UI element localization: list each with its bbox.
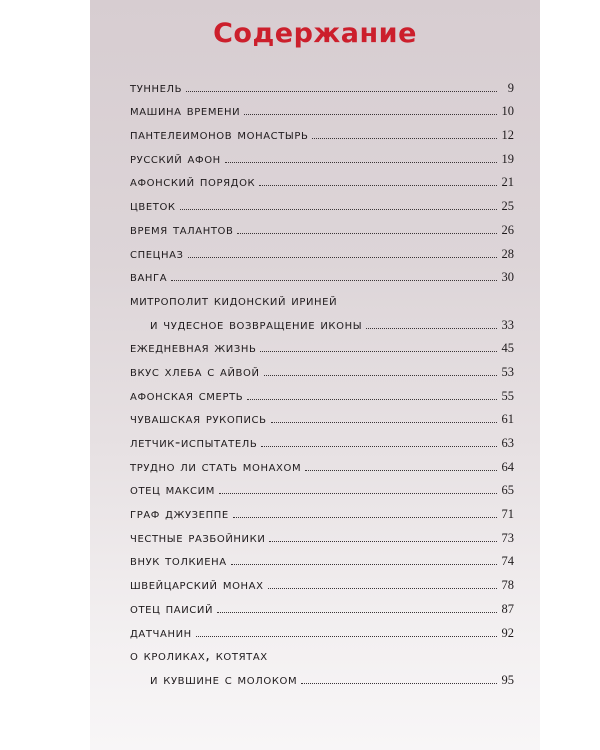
toc-page-number: 45 [501, 341, 514, 356]
toc-entry [130, 238, 514, 262]
toc-entry-continuation [130, 309, 514, 333]
toc-entry-title: летчик-испытатель [130, 435, 258, 451]
toc-page-number: 65 [501, 483, 514, 498]
toc-entry-title: машина времени [130, 103, 241, 120]
dot-leader [237, 233, 497, 234]
toc-page-number: 33 [501, 317, 514, 332]
dot-leader [269, 541, 497, 542]
toc-entry-title: спецназ [130, 245, 184, 262]
dot-leader [244, 114, 497, 115]
toc-entry [130, 593, 514, 617]
toc-entry-title: швейцарский монах [130, 577, 264, 594]
toc-entry-title: отец максим [130, 482, 215, 499]
dot-leader [231, 564, 497, 565]
toc-entry-title: туннель [130, 79, 183, 96]
dot-leader [366, 328, 497, 329]
toc-entry-title: чувашская рукопись [130, 411, 267, 428]
toc-entry-title: афонский порядок [130, 174, 256, 191]
toc-entry-title: вкус хлеба с айвой [130, 363, 260, 380]
dot-leader [225, 162, 497, 163]
page-title: Содержание [213, 18, 417, 49]
toc-page-number: 87 [501, 601, 514, 616]
toc-page-number: 78 [501, 578, 514, 593]
toc-entry-title: отец паисий [130, 600, 214, 617]
dot-leader [312, 138, 497, 139]
dot-leader [261, 446, 497, 447]
toc-page-number: 61 [501, 412, 514, 427]
book-page [90, 0, 540, 750]
toc-page-number: 55 [501, 388, 514, 403]
toc-entry-continuation [130, 664, 514, 688]
dot-leader [247, 399, 497, 400]
toc-entry [130, 262, 514, 286]
toc-entry-title: трудно ли стать монахом [130, 458, 302, 475]
toc-page-number: 25 [501, 199, 514, 214]
dot-leader [260, 351, 497, 352]
toc-entry-title: афонская смерть [130, 387, 244, 404]
toc-entry [130, 380, 514, 404]
toc-entry [130, 143, 514, 167]
toc-entry [130, 190, 514, 214]
toc-page-number: 26 [501, 222, 514, 237]
toc-entry [130, 356, 514, 380]
toc-page-number: 92 [501, 625, 514, 640]
toc-entry [130, 119, 514, 143]
toc-page-number: 30 [501, 270, 514, 285]
toc-entry [130, 546, 514, 570]
toc-page-number: 53 [501, 364, 514, 379]
toc-page-number: 9 [507, 80, 514, 95]
toc-entry [130, 641, 514, 665]
toc-entry-title: пантелеимонов монастырь [130, 127, 309, 144]
toc-entry-title: митрополит кидонский ириней [130, 292, 338, 309]
toc-entry [130, 569, 514, 593]
dot-leader [171, 280, 497, 281]
toc-entry [130, 285, 514, 309]
toc-entry-title-line2: и кувшине с молоком [150, 671, 298, 688]
toc-entry [130, 475, 514, 499]
toc-entry [130, 404, 514, 428]
toc-entry-title: ежедневная жизнь [130, 340, 257, 357]
dot-leader [259, 185, 497, 186]
toc-entry-title: ванга [130, 269, 168, 286]
toc-page-number: 21 [501, 175, 514, 190]
toc-page-number: 64 [501, 459, 514, 474]
dot-leader [186, 91, 497, 92]
dot-leader [188, 257, 497, 258]
toc-entry [130, 427, 514, 451]
toc-page-number: 95 [501, 672, 514, 687]
toc-entry [130, 333, 514, 357]
toc-entry-title: о кроликах, котятах [130, 648, 268, 665]
toc-entry [130, 72, 514, 96]
table-of-contents [130, 72, 514, 688]
toc-page-number: 74 [501, 554, 514, 569]
toc-entry-title-line2: и чудесное возвращение иконы [150, 316, 363, 333]
toc-entry [130, 214, 514, 238]
toc-entry [130, 451, 514, 475]
toc-entry-title: датчанин [130, 624, 192, 641]
dot-leader [217, 612, 497, 613]
toc-entry [130, 617, 514, 641]
toc-entry-title: честные разбойники [130, 529, 266, 546]
toc-entry-title: время талантов [130, 221, 234, 238]
dot-leader [219, 493, 497, 494]
toc-entry-title: граф джузеппе [130, 506, 229, 523]
dot-leader [301, 683, 497, 684]
dot-leader [268, 588, 497, 589]
toc-page-number: 73 [501, 530, 514, 545]
dot-leader [264, 375, 497, 376]
dot-leader [271, 422, 497, 423]
toc-entry [130, 96, 514, 120]
toc-page-number: 63 [501, 436, 514, 450]
dot-leader [233, 517, 497, 518]
toc-page-number: 19 [501, 151, 514, 166]
toc-entry-title: внук толкиена [130, 553, 227, 570]
toc-page-number: 71 [501, 507, 514, 522]
toc-entry-title: русский афон [130, 150, 221, 167]
toc-entry-title: цветок [130, 198, 176, 215]
toc-entry [130, 167, 514, 191]
dot-leader [180, 209, 497, 210]
toc-entry [130, 522, 514, 546]
toc-page-number: 12 [501, 128, 514, 143]
toc-page-number: 28 [501, 246, 514, 261]
dot-leader [305, 470, 497, 471]
dot-leader [196, 636, 497, 637]
toc-entry [130, 498, 514, 522]
toc-page-number: 10 [501, 104, 514, 119]
